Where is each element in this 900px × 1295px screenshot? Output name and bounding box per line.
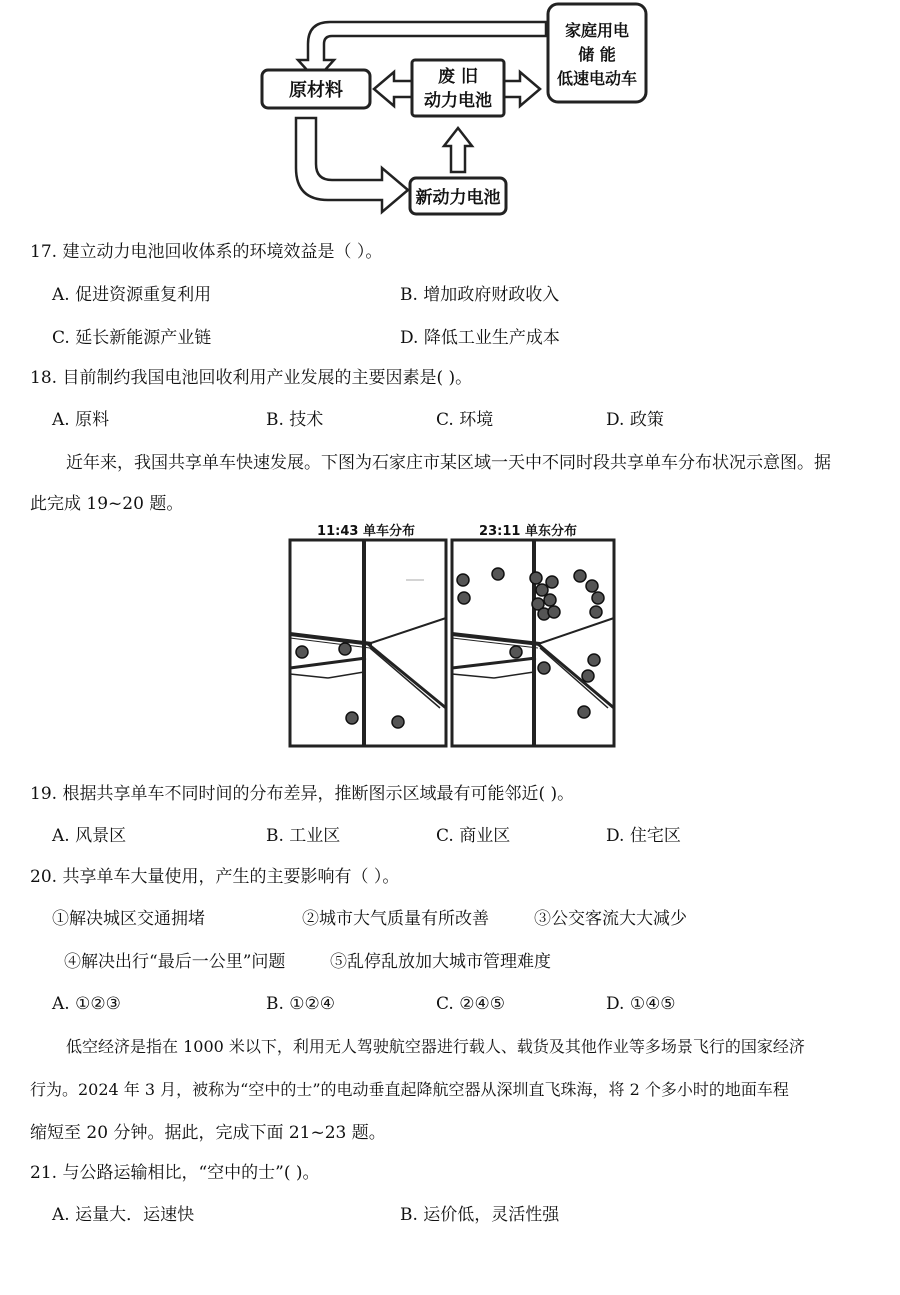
q17-option-b[interactable]: B. 增加政府财政收入 <box>400 285 560 305</box>
q17-option-c[interactable]: C. 延长新能源产业链 <box>52 328 212 348</box>
q18-stem: 18. 目前制约我国电池回收利用产业发展的主要因素是( )。 <box>30 368 473 388</box>
waste-battery-label-2: 动力电池 <box>424 91 492 111</box>
double-arrow-right <box>504 72 540 106</box>
bike-dot <box>392 716 404 728</box>
q19-option-a[interactable]: A. 风景区 <box>52 826 127 846</box>
q21-option-b[interactable]: B. 运价低，灵活性强 <box>400 1205 560 1225</box>
intro21-line1: 低空经济是指在 1000 米以下，利用无人驾驶航空器进行载人、载货及其他作业等多场景飞行的国家经济 <box>66 1037 805 1056</box>
q21-option-a[interactable]: A. 运量大．运速快 <box>52 1205 195 1225</box>
arrow-raw-to-new <box>296 118 408 212</box>
bike-dot <box>586 580 598 592</box>
q18-option-c[interactable]: C. 环境 <box>436 410 494 430</box>
right-map-title: 23:11 单东分布 <box>479 524 577 539</box>
q20-option-c[interactable]: C. ②④⑤ <box>436 994 505 1014</box>
bike-dot <box>590 606 602 618</box>
q17-option-d[interactable]: D. 降低工业生产成本 <box>400 328 560 348</box>
q18-option-b[interactable]: B. 技术 <box>266 410 324 430</box>
left-map-panel <box>290 540 446 746</box>
bike-distribution-map <box>288 518 618 750</box>
intro21-line3: 缩短至 20 分钟。据此，完成下面 21~23 题。 <box>30 1123 386 1143</box>
new-battery-label: 新动力电池 <box>415 188 501 208</box>
bike-dot <box>492 568 504 580</box>
bike-dot <box>588 654 600 666</box>
q20-option-b[interactable]: B. ①②④ <box>266 994 336 1014</box>
q20-statement-5: ⑤乱停乱放加大城市管理难度 <box>330 952 551 972</box>
q21-stem: 21. 与公路运输相比，“空中的士”( )。 <box>30 1163 320 1183</box>
intro19-line1: 近年来，我国共享单车快速发展。下图为石家庄市某区域一天中不同时段共享单车分布状况示意图。据 <box>66 453 831 473</box>
q18-option-a[interactable]: A. 原料 <box>52 410 110 430</box>
bike-dot <box>548 606 560 618</box>
q20-statement-2: ②城市大气质量有所改善 <box>302 909 489 929</box>
household-label-2: 储 能 <box>578 45 616 64</box>
bike-dot <box>457 574 469 586</box>
raw-material-label: 原材料 <box>289 80 343 101</box>
q20-stem: 20. 共享单车大量使用，产生的主要影响有（ ）。 <box>30 867 400 887</box>
q19-stem: 19. 根据共享单车不同时间的分布差异，推断图示区域最有可能邻近( )。 <box>30 784 575 804</box>
bike-dot <box>574 570 586 582</box>
bike-dot <box>546 576 558 588</box>
arrow-new-to-waste <box>444 128 472 172</box>
q20-statement-3: ③公交客流大大减少 <box>534 909 687 929</box>
bike-dot <box>510 646 522 658</box>
q18-option-d[interactable]: D. 政策 <box>606 410 664 430</box>
bike-dot <box>582 670 594 682</box>
double-arrow <box>374 72 412 106</box>
household-label-1: 家庭用电 <box>564 21 630 40</box>
q19-option-b[interactable]: B. 工业区 <box>266 826 341 846</box>
q19-option-d[interactable]: D. 住宅区 <box>606 826 681 846</box>
bike-dot <box>339 643 351 655</box>
q20-statement-1: ①解决城区交通拥堵 <box>52 909 205 929</box>
bike-dot <box>530 572 542 584</box>
bike-dot <box>296 646 308 658</box>
q17-option-a[interactable]: A. 促进资源重复利用 <box>52 285 212 305</box>
bike-dot <box>538 662 550 674</box>
bike-dot <box>592 592 604 604</box>
household-label-3: 低速电动车 <box>556 69 638 88</box>
bike-dot <box>458 592 470 604</box>
q20-statement-4: ④解决出行“最后一公里”问题 <box>64 952 286 972</box>
bike-dot <box>346 712 358 724</box>
q19-option-c[interactable]: C. 商业区 <box>436 826 511 846</box>
q20-option-d[interactable]: D. ①④⑤ <box>606 994 676 1014</box>
q20-option-a[interactable]: A. ①②③ <box>52 994 121 1014</box>
bike-dot <box>578 706 590 718</box>
battery-recycling-diagram <box>250 0 660 232</box>
waste-battery-label-1: 废 旧 <box>438 67 478 87</box>
left-map-title: 11:43 单车分布 <box>317 524 415 539</box>
right-map-panel <box>452 540 614 746</box>
q17-stem: 17. 建立动力电池回收体系的环境效益是（ ）。 <box>30 242 383 262</box>
bike-dot <box>544 594 556 606</box>
intro19-line2: 此完成 19~20 题。 <box>30 494 184 514</box>
intro21-line2: 行为。2024 年 3 月，被称为“空中的士”的电动垂直起降航空器从深圳直飞珠海，将 2 个多小时的地面车程 <box>30 1080 789 1099</box>
bike-dot <box>536 584 548 596</box>
